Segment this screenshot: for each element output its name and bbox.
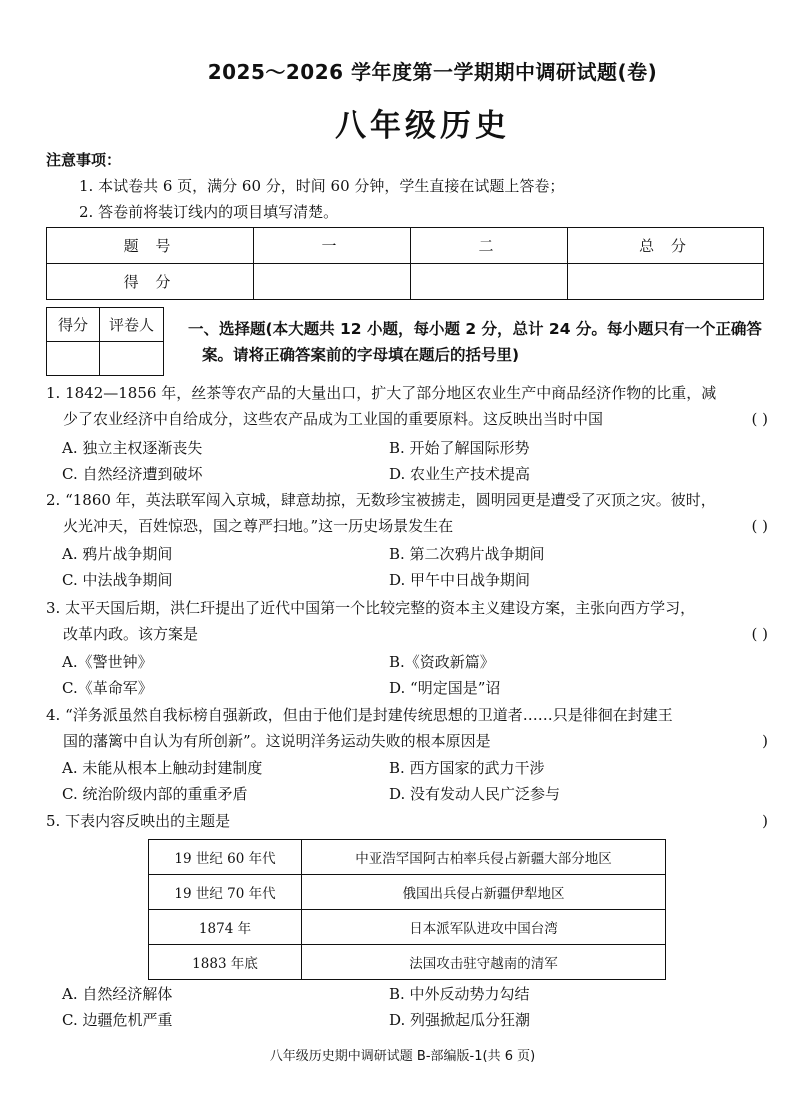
question-line [46,513,768,539]
option-d: D. 农业生产技术提高 [389,465,531,483]
option-c: C. 中法战争期间 [62,571,173,589]
event-description: 日本派军队进攻中国台湾 [302,910,666,945]
question-line: 4. “洋务派虽然自我标榜自强新政，但由于他们是封建传统思想的卫道者……只是徘徊在封建王 [46,706,673,724]
option-b: B. 开始了解国际形势 [389,439,530,457]
question-line: 3. 太平天国后期，洪仁玕提出了近代中国第一个比较完整的资本主义建设方案，主张向西方学习， [46,599,696,617]
table-row [149,945,666,980]
grader-blank-cell [47,342,100,376]
answer-paren[interactable]: ) [762,812,768,830]
option-a: A.《警世钟》 [62,653,153,671]
option-b: B. 第二次鸦片战争期间 [389,545,545,563]
score-header-cell: 总 分 [568,228,764,264]
question-1 [46,380,768,432]
question-line [46,728,768,754]
event-date: 1883 年底 [149,945,302,980]
question-3 [46,595,768,647]
event-description: 俄国出兵侵占新疆伊犁地区 [302,875,666,910]
answer-paren[interactable]: ( ) [751,517,768,535]
notice-item-2: 2. 答卷前将装订线内的项目填写清楚。 [79,203,339,221]
option-a: A. 鸦片战争期间 [62,545,173,563]
question-text: 火光冲天，百姓惊恐，国之尊严扫地。”这一历史场景发生在 [63,517,454,535]
events-table [148,839,666,980]
score-header-cell: 二 [411,228,568,264]
question-5 [46,808,768,834]
question-text: 5. 下表内容反映出的主题是 [46,812,231,830]
event-date: 1874 年 [149,910,302,945]
answer-paren[interactable]: ) [762,732,768,750]
score-table [46,227,764,300]
section-1-line: 一、选择题(本大题共 12 小题，每小题 2 分，总计 24 分。每小题只有一个正确答 [188,320,762,338]
subject-title: 八年级历史 [335,108,510,144]
option-c: C. 边疆危机严重 [62,1011,173,1029]
option-d: D. 列强掀起瓜分狂潮 [389,1011,531,1029]
table-row [149,875,666,910]
table-row [149,840,666,875]
event-description: 中亚浩罕国阿古柏率兵侵占新疆大部分地区 [302,840,666,875]
score-blank-cell [411,264,568,300]
score-blank-cell [254,264,411,300]
option-c: C. 统治阶级内部的重重矛盾 [62,785,248,803]
event-description: 法国攻击驻守越南的清军 [302,945,666,980]
notice-item-1: 1. 本试卷共 6 页，满分 60 分，时间 60 分钟，学生直接在试题上答卷； [79,177,565,195]
option-d: D. “明定国是”诏 [389,679,501,697]
option-b: B.《资政新篇》 [389,653,495,671]
option-c: C.《革命军》 [62,679,153,697]
exam-title: 2025～2026 学年度第一学期期中调研试题(卷) [207,60,658,84]
score-header-cell: 题 号 [47,228,254,264]
section-1-line: 案。请将正确答案前的字母填在题后的括号里) [202,346,520,364]
question-line [46,621,768,647]
question-4 [46,702,768,754]
grader-box [46,307,164,376]
section-1-heading [188,316,768,368]
score-blank-cell [568,264,764,300]
answer-paren[interactable]: ( ) [751,410,768,428]
question-line [46,406,768,432]
question-text: 少了农业经济中自给成分，这些农产品成为工业国的重要原料。这反映出当时中国 [63,410,604,428]
question-line: 2. “1860 年，英法联军闯入京城，肆意劫掠，无数珍宝被掳走，圆明园更是遭受了灭顶之灾。彼时， [46,491,716,509]
option-d: D. 甲午中日战争期间 [389,571,531,589]
question-line [46,808,768,834]
option-a: A. 自然经济解体 [62,985,173,1003]
answer-paren[interactable]: ( ) [751,625,768,643]
option-c: C. 自然经济遭到破坏 [62,465,203,483]
table-row [149,910,666,945]
grader-blank-cell [100,342,164,376]
option-b: B. 西方国家的武力干涉 [389,759,545,777]
question-2 [46,487,768,539]
score-header-cell: 一 [254,228,411,264]
notice-heading: 注意事项： [46,151,122,169]
event-date: 19 世纪 60 年代 [149,840,302,875]
option-a: A. 未能从根本上触动封建制度 [62,759,263,777]
question-text: 国的藩篱中自认为有所创新”。这说明洋务运动失败的根本原因是 [63,732,491,750]
event-date: 19 世纪 70 年代 [149,875,302,910]
grader-label-reviewer: 评卷人 [100,308,164,342]
question-line: 1. 1842—1856 年，丝茶等农产品的大量出口，扩大了部分地区农业生产中商品经济作物的比重，减 [46,384,717,402]
grader-label-score: 得分 [47,308,100,342]
page-footer: 八年级历史期中调研试题 B-部编版-1(共 6 页) [269,1049,536,1064]
score-label-cell: 得 分 [47,264,254,300]
question-text: 改革内政。该方案是 [63,625,199,643]
option-a: A. 独立主权逐渐丧失 [62,439,203,457]
option-d: D. 没有发动人民广泛参与 [389,785,561,803]
option-b: B. 中外反动势力勾结 [389,985,530,1003]
